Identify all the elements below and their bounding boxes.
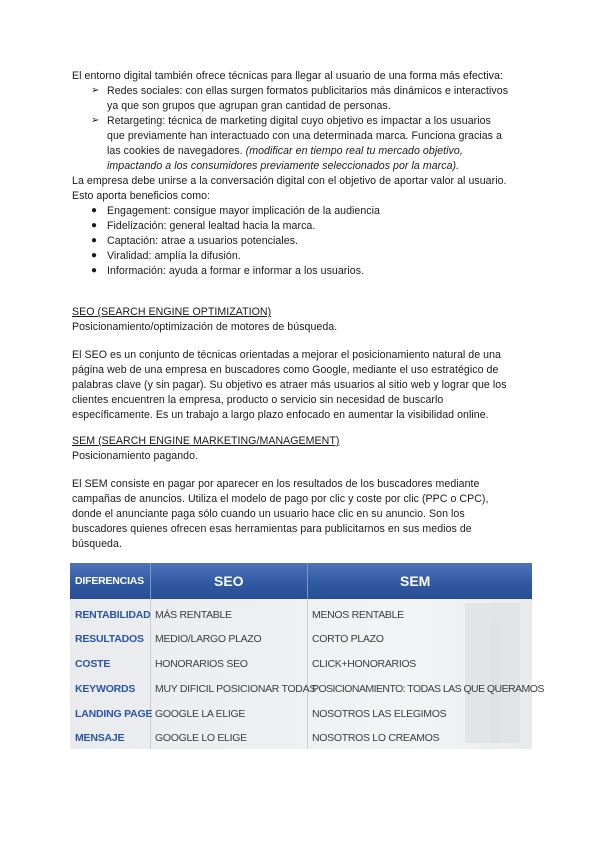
body-line: Esto aporta beneficios como: — [72, 190, 211, 202]
seo-sem-comparison-table — [70, 563, 544, 749]
body-line: La empresa debe unirse a la conversación digital con el objetivo de aportar valor al usuario. — [72, 175, 507, 187]
intro-line: El entorno digital también ofrece técnicas para llegar al usuario de una forma más efectiva: — [72, 70, 503, 82]
sem-paragraph-line: El SEM consiste en pagar por aparecer en los resultados de los buscadores mediante — [72, 478, 480, 490]
sem-paragraph-line: donde el anunciante paga sólo cuando un usuario hace clic en su anuncio. Son los — [72, 508, 465, 520]
table-cell-sem: NOSOTROS LO CREAMOS — [312, 732, 440, 744]
seo-paragraph-line: El SEO es un conjunto de técnicas orientadas a mejorar el posicionamiento natural de una — [72, 349, 501, 361]
table-cell-seo: HONORARIOS SEO — [155, 658, 248, 670]
table-header-row — [70, 563, 532, 599]
benefit-item: Engagement: consigue mayor implicación de la audiencia — [107, 205, 381, 217]
bullet-dot-icon: ● — [91, 220, 98, 231]
table-divider — [307, 599, 308, 749]
table-row-label: COSTE — [75, 658, 111, 670]
sem-subtitle: Posicionamiento pagando. — [72, 450, 199, 462]
benefit-item: Captación: atrae a usuarios potenciales. — [107, 235, 299, 247]
benefit-item: Viralidad: amplía la difusión. — [107, 250, 241, 262]
bullet-dot-icon: ● — [91, 235, 98, 246]
technique-line: que previamente han interactuado con una determinada marca. Funciona gracias a — [107, 130, 502, 142]
table-row-label: RENTABILIDAD — [75, 609, 151, 621]
table-header-cell: DIFERENCIAS — [75, 575, 144, 587]
table-cell-seo: MUY DIFICIL POSICIONAR TODAS — [155, 683, 316, 695]
table-cell-seo: GOOGLE LO ELIGE — [155, 732, 247, 744]
benefit-item: Fidelización: general lealtad hacia la marca. — [107, 220, 316, 232]
benefit-item: Información: ayuda a formar e informar a los usuarios. — [107, 265, 365, 277]
table-cell-sem: POSICIONAMIENTO: TODAS LAS QUE QUERAMOS — [312, 683, 544, 695]
technique-line-mixed — [107, 144, 463, 159]
table-row-label: LANDING PAGE — [75, 708, 153, 720]
technique-italic-note: impactando a los consumidores previamente seleccionados por la marca). — [107, 160, 460, 172]
arrow-bullet-icon: ➢ — [91, 85, 100, 96]
sem-paragraph-line: buscadores quienes ofrecen esas herramientas para publicitarnos en sus medios de — [72, 523, 472, 535]
table-cell-seo: GOOGLE LA ELIGE — [155, 708, 246, 720]
table-cell-sem: CLICK+HONORARIOS — [312, 658, 417, 670]
seo-paragraph-line: específicamente. Es un trabajo a largo plazo enfocado en aumentar la visibilidad online. — [72, 409, 489, 421]
table-row-label: RESULTADOS — [75, 633, 144, 645]
technique-italic-note: (modificar en tiempo real tu mercado objetivo, — [245, 145, 463, 157]
sem-heading: SEM (SEARCH ENGINE MARKETING/MANAGEMENT) — [72, 435, 340, 447]
seo-heading: SEO (SEARCH ENGINE OPTIMIZATION) — [72, 306, 272, 318]
seo-paragraph-line: página web de una empresa en buscadores como Google, mediante el uso estratégico de — [72, 364, 499, 376]
sem-paragraph-line: campañas de anuncios. Utiliza el modelo de pago por clic y coste por clic (PPC o CPC), — [72, 493, 489, 505]
table-row-label: MENSAJE — [75, 732, 125, 744]
technique-line: Retargeting: técnica de marketing digital cuyo objetivo es impactar a los usuarios — [107, 115, 491, 127]
table-divider — [150, 599, 151, 749]
technique-text: las cookies de navegadores. — [107, 145, 246, 157]
technique-line: ya que son grupos que agrupan gran cantidad de personas. — [107, 100, 391, 112]
table-cell-seo: MEDIO/LARGO PLAZO — [155, 633, 262, 645]
bullet-dot-icon: ● — [91, 250, 98, 261]
bullet-dot-icon: ● — [91, 205, 98, 216]
table-cell-seo: MÁS RENTABLE — [155, 609, 232, 621]
table-header-cell: SEO — [214, 573, 244, 589]
table-cell-sem: NOSOTROS LAS ELEGIMOS — [312, 708, 447, 720]
seo-paragraph-line: clientes encuentren la empresa, producto o servicio sin necesidad de buscarlo — [72, 394, 444, 406]
arrow-bullet-icon: ➢ — [91, 115, 100, 126]
seo-subtitle: Posicionamiento/optimización de motores de búsqueda. — [72, 321, 338, 333]
table-cell-sem: MENOS RENTABLE — [312, 609, 404, 621]
sem-paragraph-line: búsqueda. — [72, 538, 122, 550]
table-row-label: KEYWORDS — [75, 683, 136, 695]
seo-paragraph-line: palabras clave (y sin pagar). Su objetivo es atraer más usuarios al sitio web y lograr que los — [72, 379, 507, 391]
table-cell-sem: CORTO PLAZO — [312, 633, 384, 645]
technique-line: Redes sociales: con ellas surgen formatos publicitarios más dinámicos e interactivos — [107, 85, 509, 97]
table-header-cell: SEM — [400, 573, 431, 589]
bullet-dot-icon: ● — [91, 265, 98, 276]
